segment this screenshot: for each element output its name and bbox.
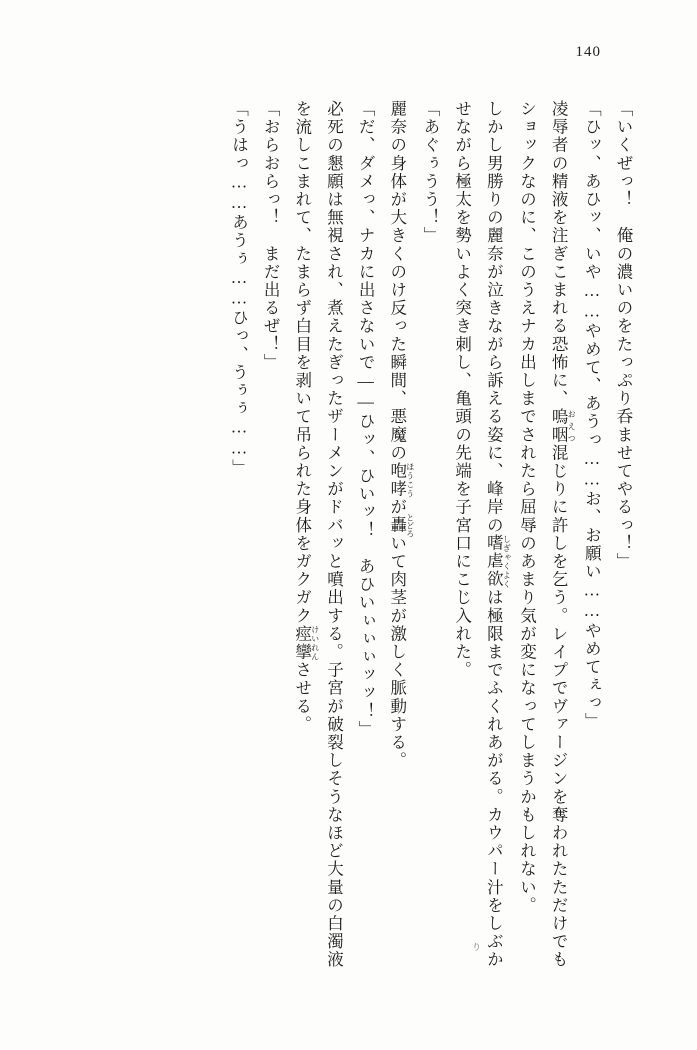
paragraph: 凌辱者の精液を注ぎこまれる恐怖に、嗚咽 おえつ混じりに許しを乞う。レイプでヴァージンを奪われたただけでもショックなのに、このうえナカ出しまでされたら屈辱のあまり気が変になってしまうかもしれない。 <box>517 100 577 969</box>
paragraph: 麗奈の身体が大きくのけ反った瞬間、悪魔の咆哮 ほうこうが轟 とどろいて肉茎が激しく脈動する。 <box>387 100 415 770</box>
paragraph: 「あぐぅうう！」 <box>420 100 440 245</box>
page-text-body <box>52 100 639 970</box>
paragraph: 「いくぜっ！ 俺の濃いのをたっぷり呑ませてやるっ！」 <box>614 100 633 571</box>
ruby-annotation: 嗚咽 おえつ <box>549 407 577 444</box>
paragraph: 「おらおらっ！ まだ出るぜ！」 <box>261 100 281 372</box>
ruby-annotation: 痙攣 けいれん <box>292 624 320 662</box>
ruby-annotation: 咆哮 ほうこう <box>387 462 415 499</box>
paragraph: 「だ、ダメっ、ナカに出さないで——ひッ、ひいッ！ あひいぃぃぃッッ！」 <box>356 100 376 739</box>
paragraph: しかし男勝りの麗奈が泣きながら訴える姿に、峰岸の嗜虐欲 しぎゃくよくは極限までふくれあがる。カウパー汁をしぶかせながら極太を勢いよく突き刺し、亀頭の先端を子宮口にこじ入れた。 <box>452 100 512 969</box>
paragraph: 必死の懇願は無視され、煮えたぎったザーメンがドバッと噴出する。子宮が破裂しそうなほど大量の白濁液を流しこまれて、たまらず白目を剥いて吊られた身体をガクガク痙攣 けいれんさせる。 <box>292 100 344 969</box>
page-corner-mark: り <box>472 942 482 952</box>
ruby-annotation: 轟 とどろ <box>387 513 415 538</box>
ruby-annotation: 嗜虐欲 しぎゃくよく <box>484 534 512 589</box>
paragraph: 「うはっ……あうぅ……ひっ、うぅぅ……」 <box>229 100 249 477</box>
paragraph: 「ひッ、あひッ、いや……やめて、あうっ……お、お願い……やめてぇっ」 <box>582 100 602 731</box>
page-number: 140 <box>575 44 601 60</box>
